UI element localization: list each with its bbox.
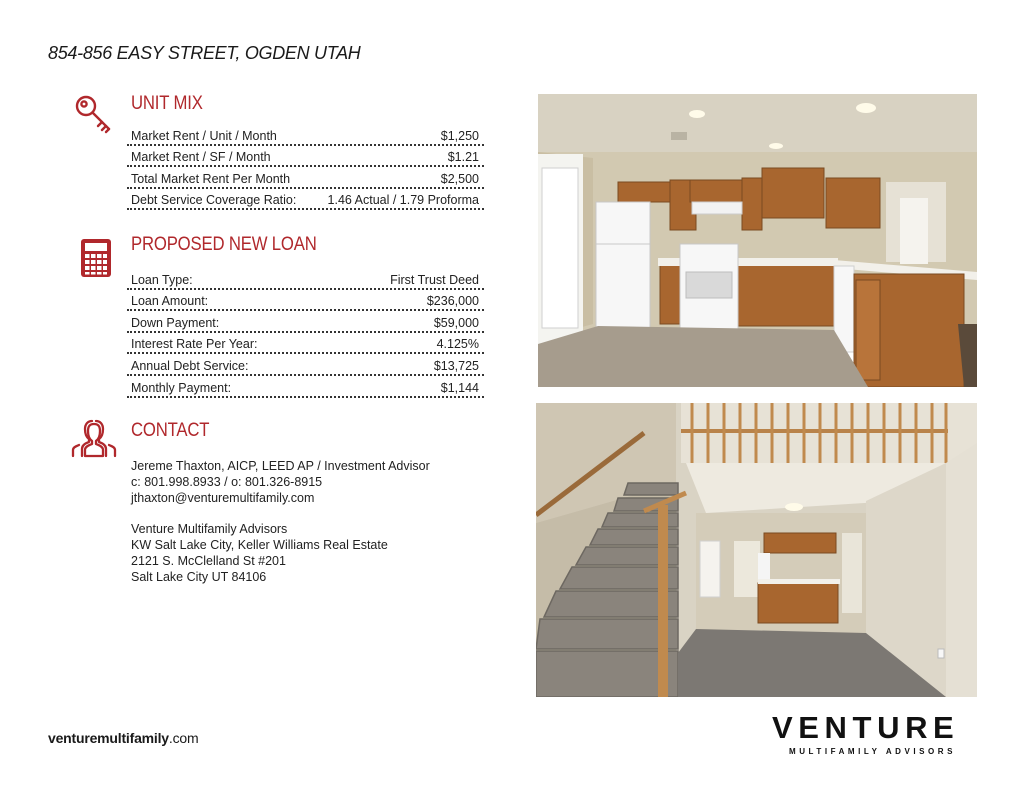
contact-name: Jereme Thaxton, AICP, LEED AP / Investment Advisor <box>131 459 430 473</box>
loan-heading: PROPOSED NEW LOAN <box>131 234 317 255</box>
loan-table <box>127 268 484 398</box>
table-row <box>127 268 484 290</box>
table-row <box>127 376 484 398</box>
row-value: $1.21 <box>447 150 479 165</box>
row-label: Annual Debt Service: <box>131 358 249 373</box>
row-value: 1.46 Actual / 1.79 Proforma <box>327 193 479 208</box>
contact-company: Venture Multifamily Advisors <box>131 522 288 537</box>
row-value: $59,000 <box>433 315 479 330</box>
table-row <box>127 146 484 168</box>
contact-address-2: Salt Lake City UT 84106 <box>131 569 267 584</box>
logo-wordmark: VENTURE <box>772 710 960 745</box>
contact-info <box>131 459 430 585</box>
row-label: Market Rent / SF / Month <box>131 150 271 165</box>
unit-mix-table <box>127 124 484 210</box>
row-value: $236,000 <box>426 294 479 309</box>
row-label: Interest Rate Per Year: <box>131 337 258 352</box>
contact-address-1: 2121 S. McClelland St #201 <box>131 553 286 568</box>
contact-spacer <box>131 506 430 522</box>
table-row <box>127 124 484 146</box>
key-icon <box>72 92 116 136</box>
row-value: $1,250 <box>440 128 479 143</box>
row-label: Market Rent / Unit / Month <box>131 128 277 143</box>
row-label: Loan Amount: <box>131 294 209 309</box>
row-value: $1,144 <box>440 380 479 395</box>
row-value: $13,725 <box>433 358 479 373</box>
page-title: 854-856 EASY STREET, OGDEN UTAH <box>48 43 361 63</box>
contact-phone[interactable]: c: 801.998.8933 / o: 801.326-8915 <box>131 474 323 489</box>
row-label: Down Payment: <box>131 315 220 330</box>
contact-email[interactable]: jthaxton@venturemultifamily.com <box>131 490 315 505</box>
footer-url-domain: venturemultifamily <box>48 730 169 746</box>
unit-mix-heading: UNIT MIX <box>131 93 203 114</box>
footer-website-link[interactable] <box>48 730 198 746</box>
venture-logo <box>772 712 978 756</box>
row-value: $2,500 <box>440 171 479 186</box>
table-row <box>127 167 484 189</box>
row-value: First Trust Deed <box>390 272 479 287</box>
contact-heading: CONTACT <box>131 420 210 441</box>
logo-tagline: MULTIFAMILY ADVISORS <box>789 747 957 756</box>
table-row <box>127 189 484 211</box>
table-row <box>127 333 484 355</box>
stairs-photo <box>536 403 977 697</box>
calculator-icon <box>74 236 118 280</box>
row-label: Total Market Rent Per Month <box>131 171 291 186</box>
contact-brokerage: KW Salt Lake City, Keller Williams Real Estate <box>131 537 388 552</box>
row-label: Debt Service Coverage Ratio: <box>131 193 297 208</box>
kitchen-photo <box>538 94 977 387</box>
row-label: Monthly Payment: <box>131 380 232 395</box>
row-label: Loan Type: <box>131 272 193 287</box>
row-value: 4.125% <box>436 337 479 352</box>
table-row <box>127 290 484 312</box>
people-icon <box>70 416 114 460</box>
footer-url-tld: .com <box>168 730 199 746</box>
table-row <box>127 311 484 333</box>
table-row <box>127 354 484 376</box>
